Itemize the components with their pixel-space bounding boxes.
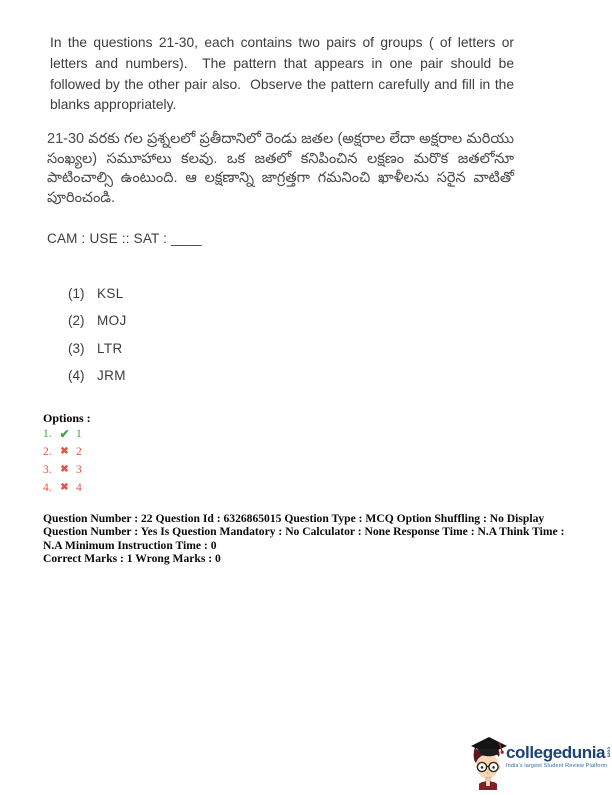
choice-label: JRM [97,368,126,384]
instruction-paragraph-english: In the questions 21-30, each contains two pairs of groups ( of letters or letters and numbers). The pattern that appears in one pair should be followed by the other pair also. Observe the pattern carefully and fill in the blanks appropriately. [50,35,518,113]
options-heading: Options : [43,411,91,425]
logo-text-block [506,732,611,769]
answer-key-index: 3. [43,464,52,476]
cross-icon: ✖ [60,446,69,457]
question-metadata-marks: Correct Marks : 1 Wrong Marks : 0 [43,551,221,565]
answer-key-row-wrong [43,464,82,476]
choice-label: MOJ [97,313,127,329]
logo-tagline: India's largest Student Review Platform [506,763,608,769]
choice-3 [68,342,127,356]
choice-number: (3) [68,340,85,356]
answer-key-index: 4. [43,482,52,494]
mascot-icon [468,734,508,795]
choice-1 [68,287,127,301]
choice-label: LTR [97,340,123,356]
question-text: CAM : USE :: SAT : ____ [47,231,202,246]
choice-2 [68,314,127,328]
cross-icon: ✖ [60,464,69,475]
answer-key-value: 4 [76,482,82,494]
question-metadata-details: Question Number : 22 Question Id : 6326865015 Question Type : MCQ Option Shuffling : No Display Question Number : Yes Is Question Mandatory : No Calculator : None Response Time : N.A Think Time : N.A Minimum Instruction Time : 0 [43,512,565,552]
answer-key-value: 3 [76,464,82,476]
choice-list [68,287,127,383]
choice-number: (1) [68,286,85,301]
cross-icon: ✖ [60,482,69,493]
choice-number: (2) [68,313,85,329]
answer-key-row-wrong [43,482,82,494]
answer-key-list [43,428,82,494]
choice-number: (4) [68,368,85,384]
answer-key-index: 2. [43,446,52,458]
check-icon: ✔ [59,427,70,441]
answer-key-value: 1 [76,428,82,440]
choice-4 [68,369,127,383]
answer-key-value: 2 [76,446,82,458]
logo-suffix: com [606,747,612,758]
collegedunia-logo [468,732,612,790]
choice-label: KSL [97,286,124,301]
answer-key-row-correct [43,428,82,440]
instruction-paragraph-telugu: 21-30 వరకు గల ప్రశ్నలలో ప్రతీదానిలో రెండు జతల (అక్షరాల లేదా అక్షరాల మరియు సంఖ్యల) సమూహాలు కలవు. ఒక జతలో కనిపించిన లక్షణం మరొక జతలోనూ పాటించాల్సి ఉంటుంది. ఆ లక్షణాన్ని జాగ్రత్తగా గమనించి ఖాళీలను సరైన వాటితో పూరించండి. [47,131,514,206]
answer-key-row-wrong [43,446,82,458]
answer-key-index: 1. [43,428,52,440]
question-metadata [43,512,577,565]
logo-wordmark: collegedunia [506,743,606,762]
